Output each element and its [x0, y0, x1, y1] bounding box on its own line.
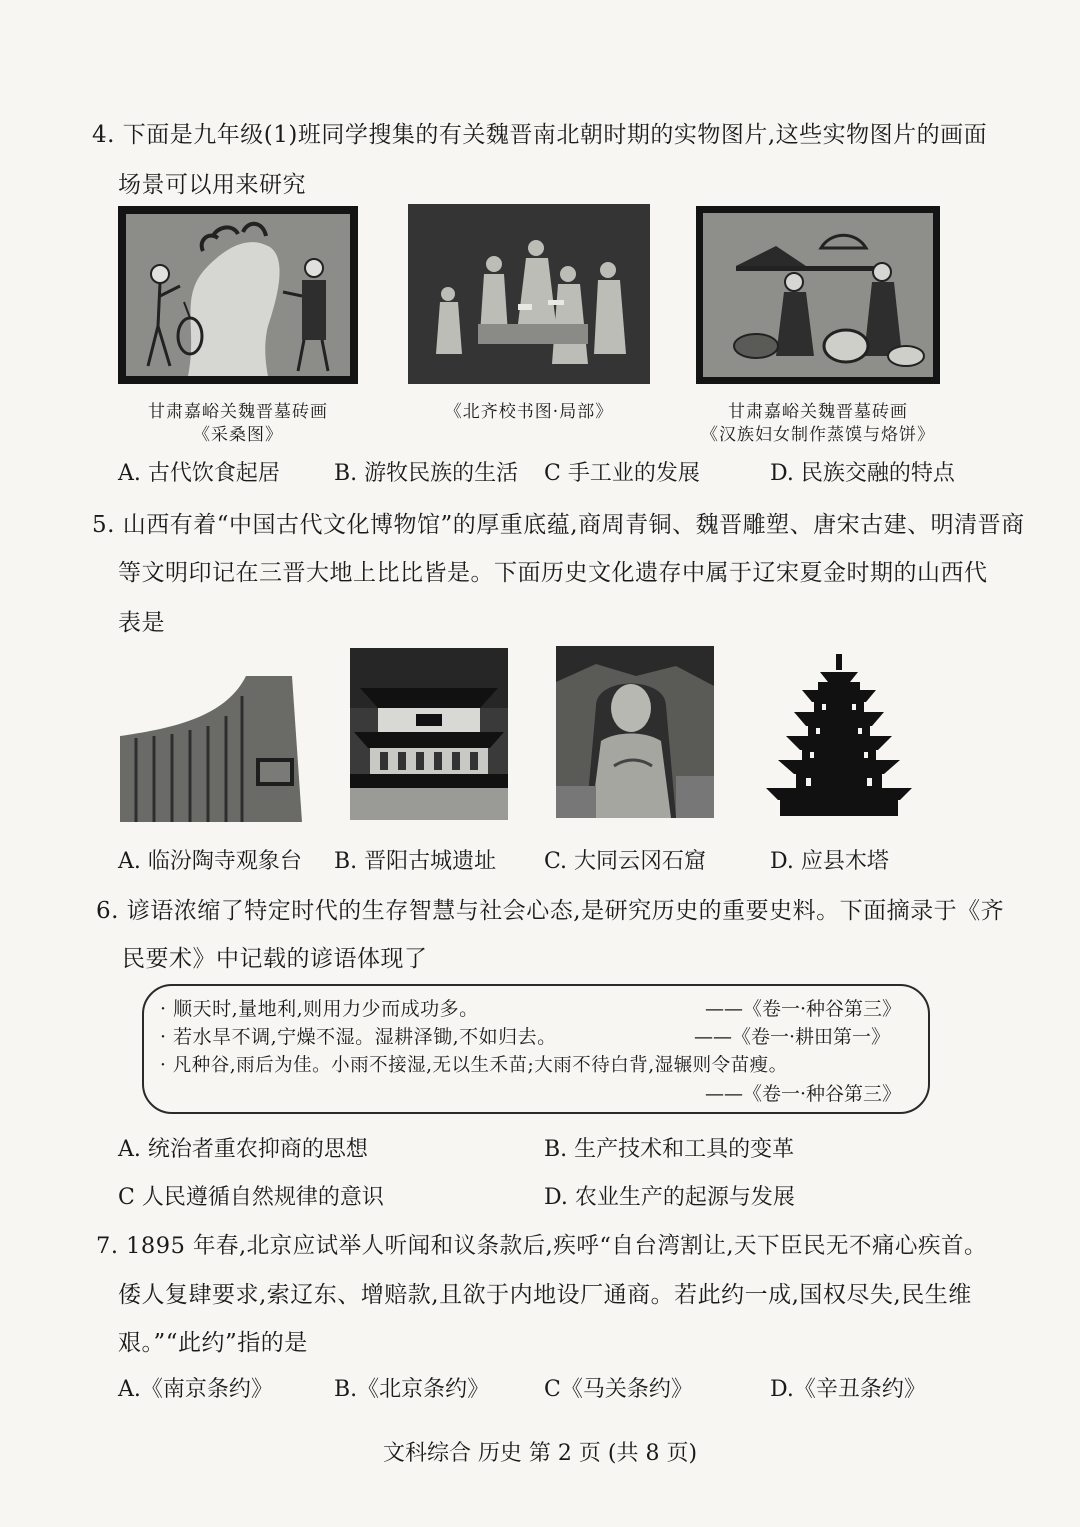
- q6-stem-line-1: 6. 谚语浓缩了特定时代的生存智慧与社会心态,是研究历史的重要史料。下面摘录于《齐: [96, 898, 1005, 924]
- q4-stem-line-1: 4. 下面是九年级(1)班同学搜集的有关魏晋南北朝时期的实物图片,这些实物图片的画面: [92, 122, 988, 148]
- page-footer: 文科综合 历史 第 2 页 (共 8 页): [382, 1441, 698, 1466]
- q4-caption-1-line-2: 《采桑图》: [193, 425, 283, 445]
- q5-image-yungang-grottoes: [556, 646, 714, 818]
- q6-option-d[interactable]: D. 农业生产的起源与发展: [544, 1185, 795, 1210]
- q4-option-b[interactable]: B. 游牧民族的生活: [334, 461, 519, 486]
- q4-option-a[interactable]: A. 古代饮食起居: [118, 461, 280, 486]
- q5-option-a[interactable]: A. 临汾陶寺观象台: [118, 849, 302, 874]
- q6-option-a[interactable]: A. 统治者重农抑商的思想: [118, 1137, 368, 1162]
- q7-stem-line-2: 倭人复肆要求,索辽东、增赔款,且欲于内地设厂通商。若此约一成,国权尽失,民生维: [118, 1282, 972, 1308]
- q7-option-a[interactable]: A.《南京条约》: [118, 1377, 273, 1402]
- q4-caption-3-line-1: 甘肃嘉峪关魏晋墓砖画: [728, 402, 908, 422]
- q5-image-wooden-pagoda: [760, 654, 918, 816]
- q7-option-c[interactable]: C《马关条约》: [544, 1377, 693, 1402]
- q5-option-d[interactable]: D. 应县木塔: [770, 849, 889, 874]
- proverb-source-3: ——《卷一·种谷第三》: [705, 1083, 902, 1105]
- proverb-source-2: ——《卷一·耕田第一》: [694, 1026, 891, 1048]
- q5-stem-line-1: 5. 山西有着“中国古代文化博物馆”的厚重底蕴,商周青铜、魏晋雕塑、唐宋古建、明清晋商: [92, 512, 1025, 538]
- q4-option-d[interactable]: D. 民族交融的特点: [770, 461, 955, 486]
- q4-caption-2-line-1: 《北齐校书图·局部》: [444, 402, 614, 422]
- proverb-line-1: · 顺天时,量地利,则用力少而成功多。: [160, 998, 479, 1020]
- q4-image-making-buns: [696, 206, 940, 384]
- q4-image-mulberry-picking: [118, 206, 358, 384]
- q7-stem-line-1: 7. 1895 年春,北京应试举人听闻和议条款后,疾呼“自台湾割让,天下臣民无不痛心疾首。: [96, 1233, 987, 1259]
- proverb-line-3: · 凡种谷,雨后为佳。小雨不接湿,无以生禾苗;大雨不待白背,湿辗则令苗瘦。: [160, 1055, 788, 1076]
- q5-image-jinyang-city: [350, 648, 508, 820]
- q5-stem-line-2: 等文明印记在三晋大地上比比皆是。下面历史文化遗存中属于辽宋夏金时期的山西代: [118, 560, 988, 586]
- q6-option-c[interactable]: C 人民遵循自然规律的意识: [118, 1185, 384, 1210]
- q5-option-b[interactable]: B. 晋阳古城遗址: [334, 849, 497, 874]
- q4-caption-1-line-1: 甘肃嘉峪关魏晋墓砖画: [148, 402, 328, 422]
- proverb-source-1: ——《卷一·种谷第三》: [705, 998, 902, 1020]
- q4-stem-line-2: 场景可以用来研究: [118, 172, 306, 198]
- q5-stem-line-3: 表是: [118, 610, 165, 636]
- q6-stem-line-2: 民要术》中记载的谚语体现了: [122, 946, 428, 972]
- q7-stem-line-3: 艰。”“此约”指的是: [118, 1330, 308, 1356]
- q4-caption-3-line-2: 《汉族妇女制作蒸馍与烙饼》: [701, 425, 935, 445]
- q7-option-d[interactable]: D.《辛丑条约》: [770, 1377, 926, 1402]
- q4-option-c[interactable]: C 手工业的发展: [544, 461, 700, 486]
- proverb-line-2: · 若水旱不调,宁燥不湿。湿耕泽锄,不如归去。: [160, 1026, 557, 1048]
- q7-option-b[interactable]: B.《北京条约》: [334, 1377, 490, 1402]
- q4-image-collating-books: [408, 204, 650, 384]
- q5-option-c[interactable]: C. 大同云冈石窟: [544, 849, 707, 874]
- q6-option-b[interactable]: B. 生产技术和工具的变革: [544, 1137, 795, 1162]
- q5-image-observatory: [116, 666, 306, 822]
